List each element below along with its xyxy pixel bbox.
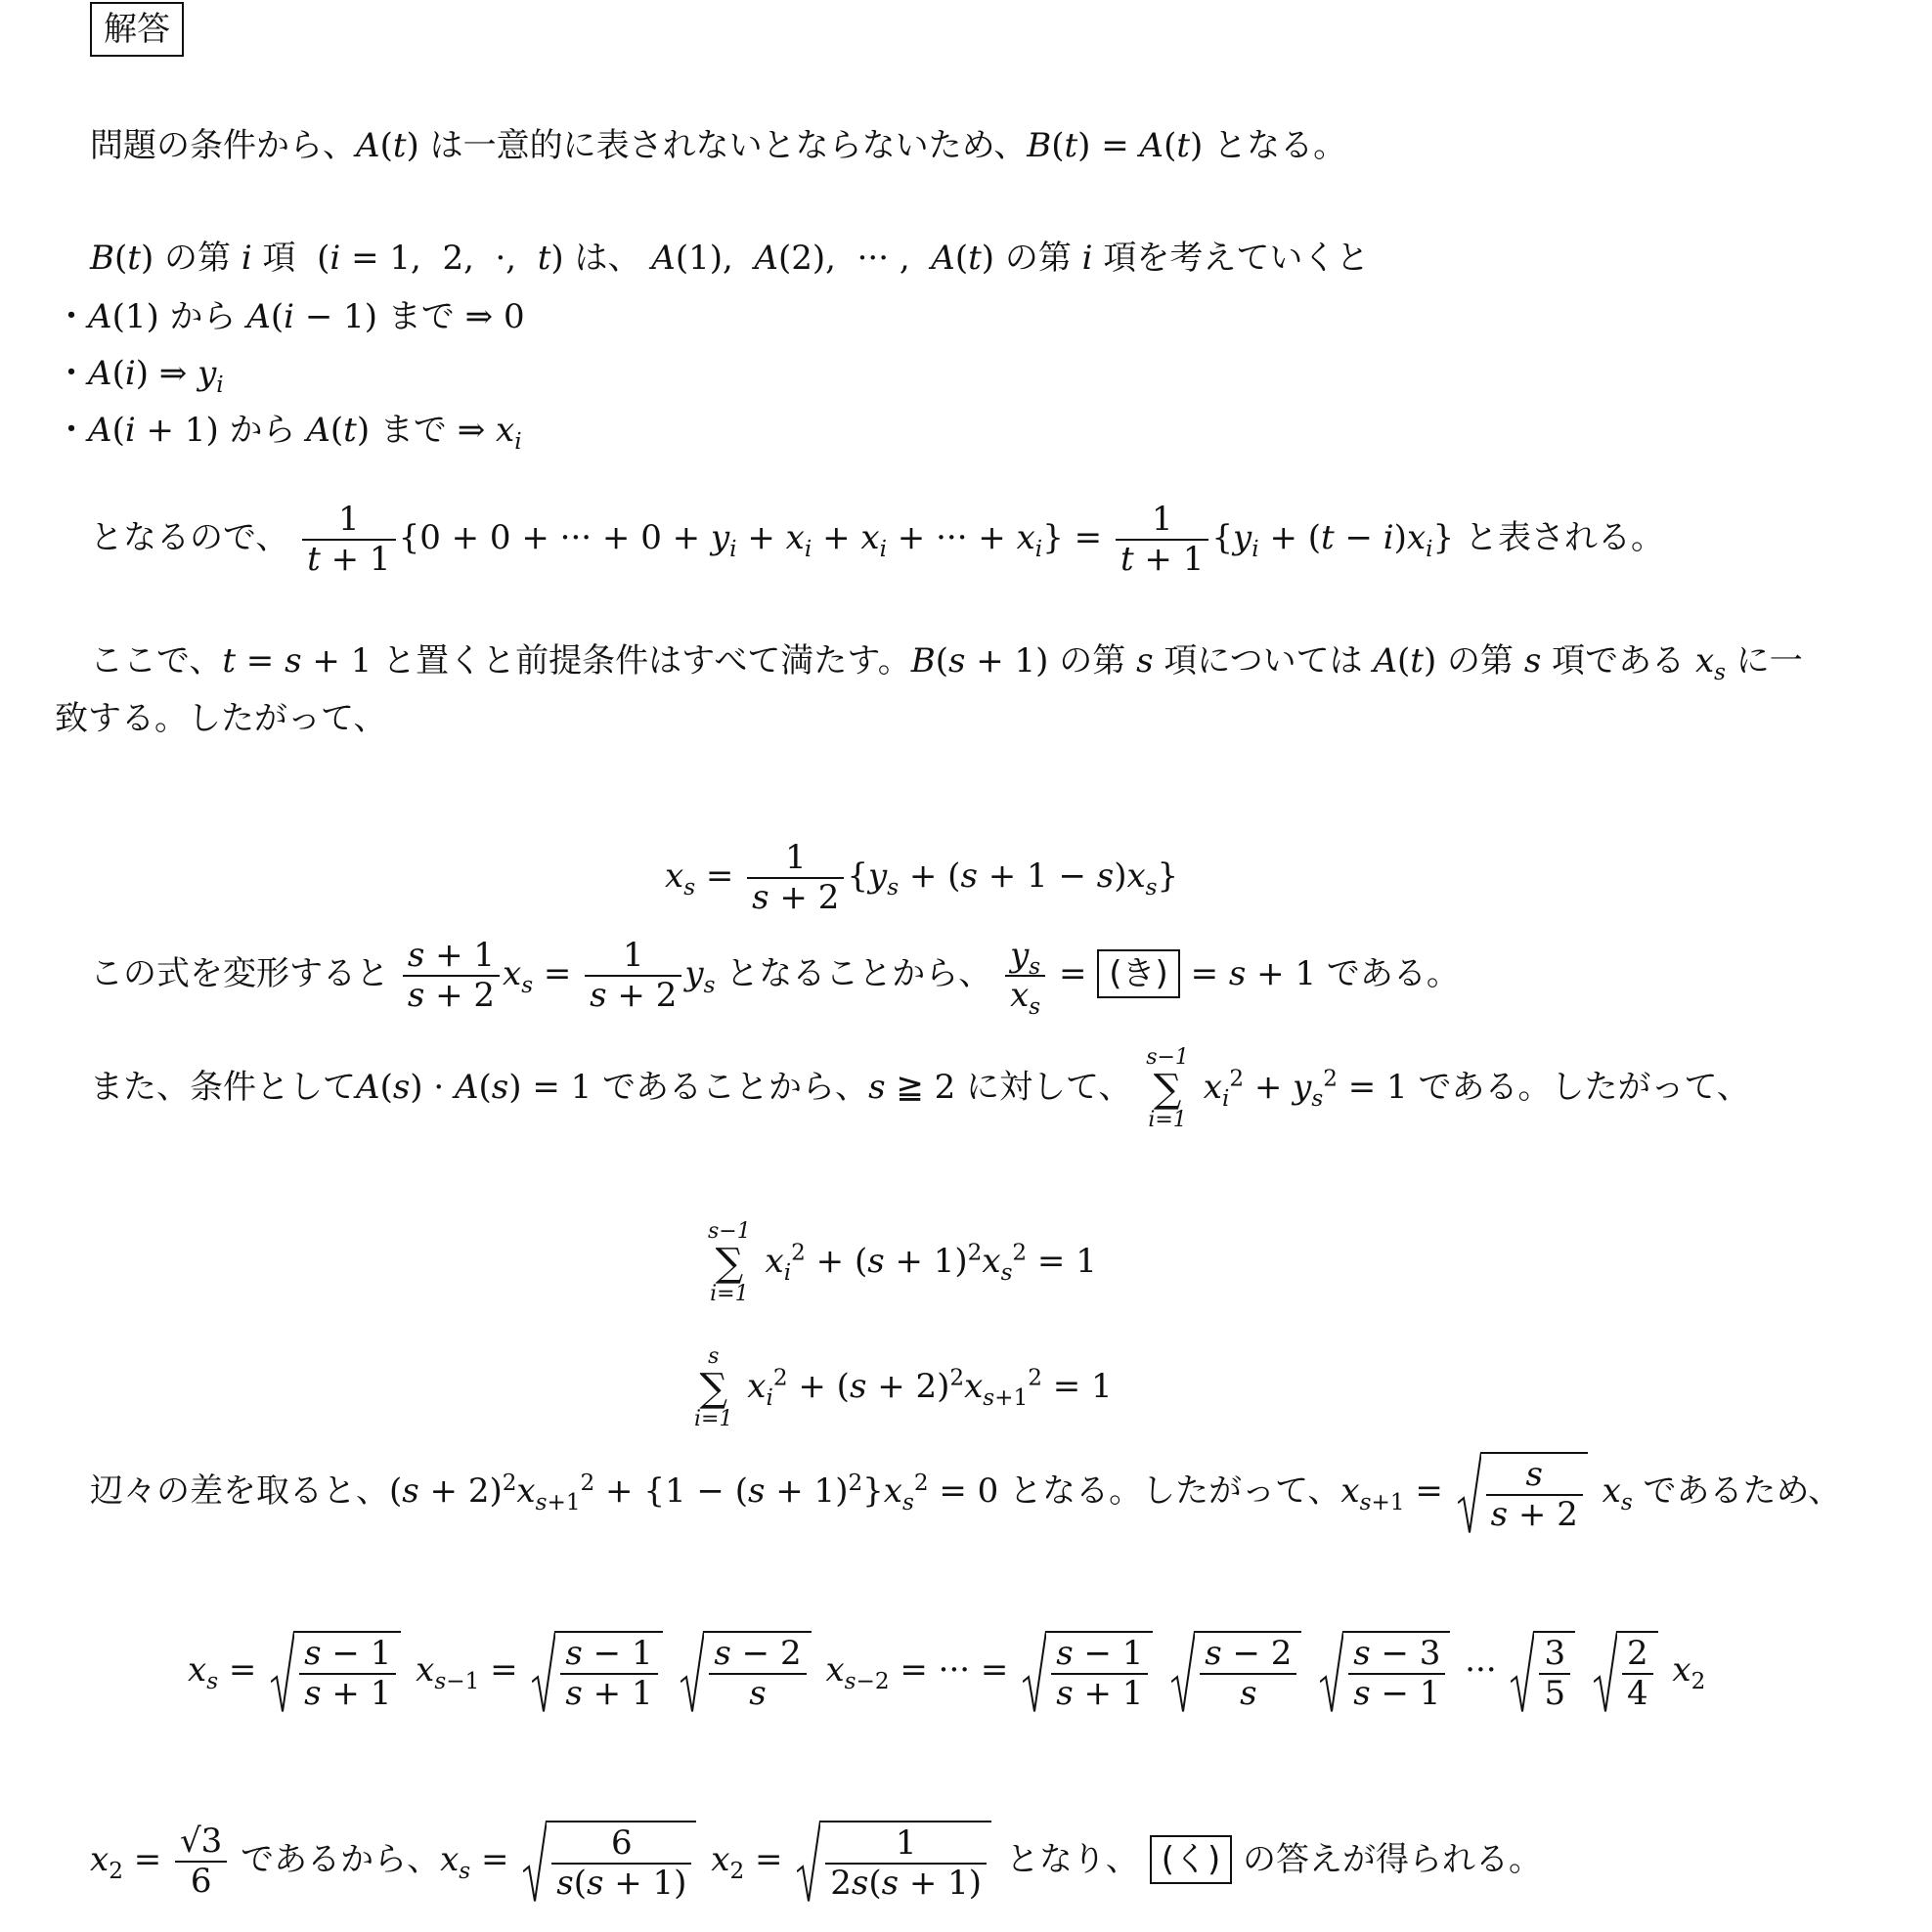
text-l5a: ここで、 <box>90 641 223 681</box>
text-b1b: まで <box>387 297 455 336</box>
paragraph-line-6: 致する。したがって、 <box>55 699 387 738</box>
sqrt-c5: $\frac{2}{4}$ <box>1594 1631 1658 1713</box>
fraction-1-over-t1: $\frac{1}{t + 1}$ <box>302 501 395 579</box>
sqrt-c2: $\frac{s - 2}{s}$ <box>1171 1631 1301 1713</box>
text-l2c: は、 <box>574 239 641 278</box>
bullet-3: ・A(i + 1) から A(t) まで ⇒ $x_i$ <box>55 411 522 455</box>
paragraph-line-9: 辺々の差を取ると、$(s + 2)^2x_{s+1}^2 + \{1 - (s + 1)^2\}x_s^2 = 0$ となる。したがって、$x_{s+1}$ = $\frac{s}{s + 2}$ $x_s$ であるため、 <box>90 1452 1841 1534</box>
sqrt-b1: $\frac{s - 1}{s + 1}$ <box>532 1631 662 1713</box>
text-l5b: と置くと前提条件はすべて満たす。 <box>382 641 911 681</box>
text-l8c: に対して、 <box>966 1068 1132 1107</box>
answer-box-ki: (き) <box>1097 949 1180 998</box>
fraction-1-over-s2: $\frac{1}{s + 2}$ <box>747 839 844 917</box>
sqrt-d2: $\frac{1}{2s(s + 1)}$ <box>797 1821 991 1903</box>
sqrt-d1: $\frac{6}{s(s + 1)}$ <box>523 1821 696 1903</box>
fraction-s1-over-s2: $\frac{s + 1}{s + 2}$ <box>403 937 500 1015</box>
text-b3b: まで <box>379 411 447 450</box>
equation-xs: $x_s$ = $\frac{1}{s + 2}$ $\{y_s + (s + 1 - s)x_s\}$ <box>665 838 1179 918</box>
text-l4b: と表される。 <box>1464 518 1664 558</box>
sqrt-b2: $\frac{s - 2}{s}$ <box>681 1631 811 1713</box>
answer-box-ku: (く) <box>1150 1835 1233 1884</box>
fraction-1-over-t1-b: $\frac{1}{t + 1}$ <box>1116 501 1208 579</box>
paragraph-line-4: となるので、 $\frac{1}{t + 1}$ {0 + 0 + ··· + $0 + y_i + x_i + x_i$ + ··· + $x_i$} = $\frac{1}{t + 1}$ $\{y_i + (t - i)x_i\}$ と表される。 <box>90 500 1664 580</box>
text-l8b: であることから、 <box>602 1068 869 1107</box>
text-l9a: 辺々の差を取ると、 <box>90 1471 389 1512</box>
text-l8a: また、条件として <box>90 1068 356 1107</box>
equation-product-chain: $x_s$ = $\frac{s - 1}{s + 1}$ $x_{s-1}$ = $\frac{s - 1}{s + 1}$ $\frac{s - 2}{s}$ $x_{s-2}$ = ··· = $\frac{s - 1}{s + 1}$ $\frac{s - 2}{s}$ $\frac{s - 3}{s - 1}$ ··· $\frac{3}{5}$ $\frac{2}{4}$ $x_2$ <box>188 1631 1705 1713</box>
sqrt-s-over-s2: $\frac{s}{s + 2}$ <box>1458 1452 1588 1534</box>
text-l2e: 項を考えていくと <box>1103 239 1370 278</box>
bullet-2: ・A(i) ⇒ $y_i$ <box>55 354 224 398</box>
text-b3a: から <box>229 411 296 450</box>
paragraph-line-10: $x_2$ = $\frac{√3}{6}$ であるから、$x_s$ = $\frac{6}{s(s + 1)}$ $x_2$ = $\frac{1}{2s(s + 1)}$ となり、 (く) の答えが得られる。 <box>90 1822 1543 1904</box>
sqrt-a1: $\frac{s - 1}{s + 1}$ <box>271 1631 401 1713</box>
text-b1a: から <box>169 297 237 336</box>
text-l1b: は一意的に表されないとならないため、 <box>429 126 1028 165</box>
text-l5c: の第 <box>1059 641 1126 681</box>
text-l2b: 項 <box>262 239 296 278</box>
equation-sum-2: s ∑ i=1 $x_i^2 + (s + 2)^2x_{s+1}^2 = 1$ <box>694 1344 1113 1431</box>
bullet-1: ・A(1) から A(i − 1) まで ⇒ 0 <box>55 297 525 336</box>
summation-3: s ∑ i=1 <box>694 1344 733 1431</box>
summation-2: s−1 ∑ i=1 <box>708 1219 751 1306</box>
text-l10b: となり、 <box>1005 1840 1139 1880</box>
paragraph-line-8: また、条件としてA(s) · A(s) = 1 であることから、s ≧ 2 に対して、 s−1 ∑ i=1 $x_i^2 + y_s^2 = 1$ である。したがって、 <box>90 1045 1750 1132</box>
text-l8d: である。したがって、 <box>1418 1068 1750 1107</box>
text-l2d: の第 <box>1004 239 1072 278</box>
sqrt-c1: $\frac{s - 1}{s + 1}$ <box>1023 1631 1153 1713</box>
text-l9c: であるため、 <box>1643 1471 1842 1512</box>
summation-1: s−1 ∑ i=1 <box>1146 1045 1189 1132</box>
text-l10a: であるから、 <box>241 1840 441 1880</box>
text-l2a: の第 <box>164 239 232 278</box>
fraction-sqrt3-over-6: $\frac{√3}{6}$ <box>175 1822 227 1901</box>
answer-header-box: 解答 <box>90 2 184 57</box>
text-l5d: 項については <box>1164 641 1363 681</box>
text-l5f: 項である <box>1552 641 1686 681</box>
paragraph-line-5: ここで、t = s + 1 と置くと前提条件はすべて満たす。B(s + 1) の第 s 項については A(t) の第 s 項である $x_s$ に一 <box>90 641 1803 685</box>
text-l7b: となることから、 <box>725 954 992 994</box>
paragraph-line-2: B(t) の第 i 項 (i = 1, 2, ·, t) は、 A(1), A(2), ··· , A(t) の第 i 項を考えていくと <box>90 239 1370 278</box>
fraction-ys-over-xs: $\frac{y_s}{x_s}$ <box>1005 937 1045 1015</box>
fraction-1-over-s2-b: $\frac{1}{s + 2}$ <box>585 937 681 1015</box>
text-l5g: に一 <box>1735 641 1803 681</box>
text-l9b: となる。したがって、 <box>1009 1471 1341 1512</box>
paragraph-line-7: この式を変形すると $\frac{s + 1}{s + 2}$ $x_s$ = $\frac{1}{s + 2}$ $y_s$ となることから、 $\frac{y_s}{x_s}$ = (き) = s + 1 である。 <box>90 936 1460 1020</box>
text-l4a: となるので、 <box>90 518 289 558</box>
sqrt-c3: $\frac{s - 3}{s - 1}$ <box>1320 1631 1450 1713</box>
text-l7a: この式を変形すると <box>90 954 389 994</box>
paragraph-line-1: 問題の条件から、A(t) は一意的に表されないとならないため、B(t) = A(t) となる。 <box>90 126 1347 165</box>
text-l10c: の答えが得られる。 <box>1243 1840 1543 1880</box>
text-l7c: である。 <box>1326 954 1460 994</box>
text-l1a: 問題の条件から、 <box>90 126 356 165</box>
text-l5e: の第 <box>1447 641 1515 681</box>
sqrt-c4: $\frac{3}{5}$ <box>1511 1631 1575 1713</box>
text-l1c: となる。 <box>1213 126 1347 165</box>
equation-sum-1: s−1 ∑ i=1 $x_i^2 + (s + 1)^2x_s^2 = 1$ <box>708 1219 1097 1306</box>
